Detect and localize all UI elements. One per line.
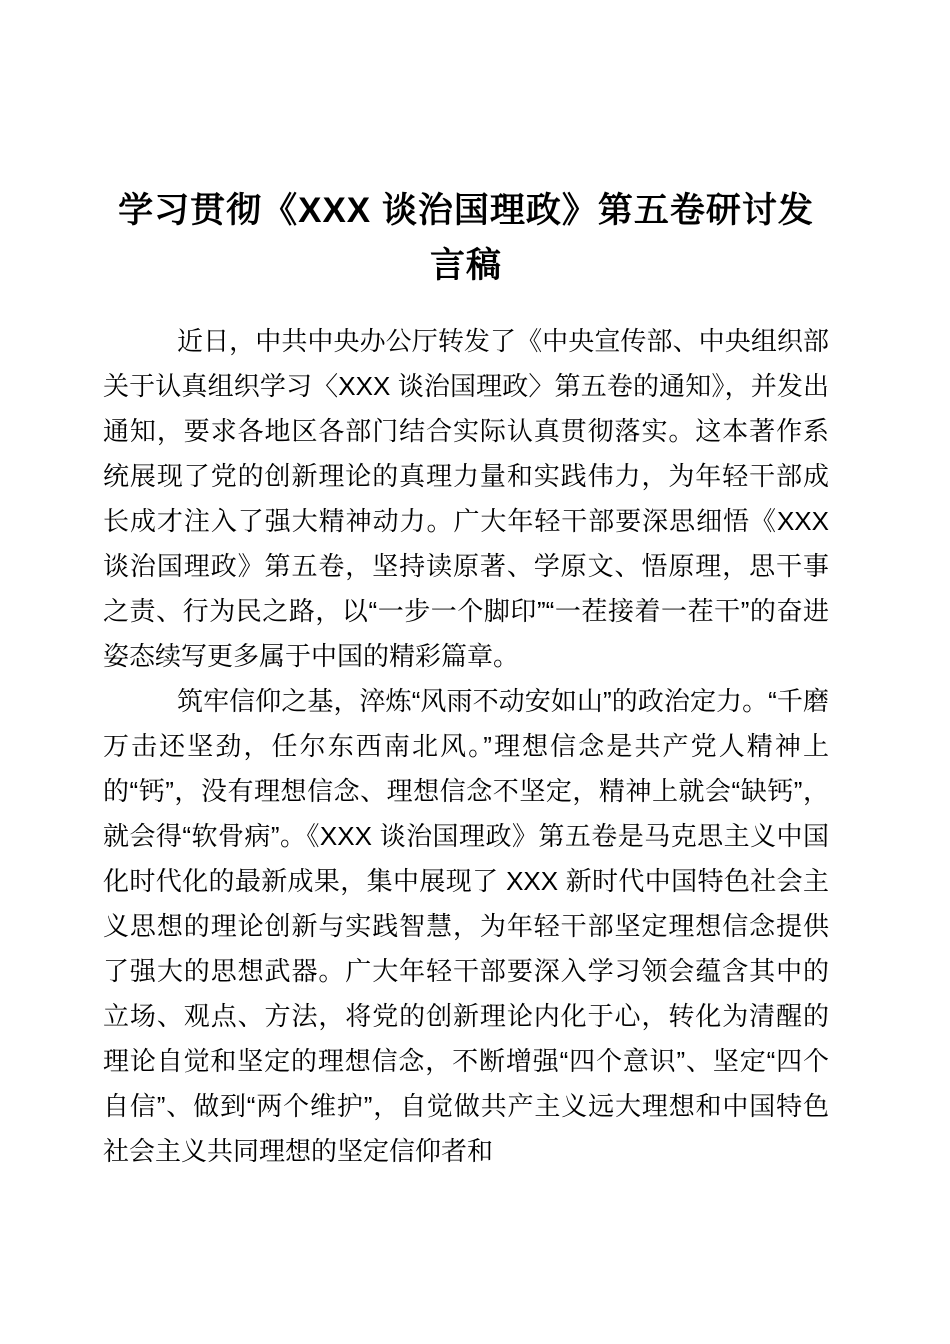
document-title: 学习贯彻《XXX 谈治国理政》第五卷研讨发言稿	[118, 191, 814, 286]
paragraph: 筑牢信仰之基，淬炼“风雨不动安如山”的政治定力。“千磨万击还坚劲，任尔东西南北风。”理想信念是共产党人精神上的“钙”，没有理想信念、理想信念不坚定，精神上就会“缺钙”，就会得“软骨病”。《XXX 谈治国理政》第五卷是马克思主义中国化时代化的最新成果，集中展现了 XXX 新时代中国特色社会主义思想的理论创新与实践智慧，为年轻干部坚定理想信念提供了强大的思想武器。广大年轻干部要深入学习领会蕴含其中的立场、观点、方法，将党的创新理论内化于心，转化为清醒的理论自觉和坚定的理想信念，不断增强“四个意识”、坚定“四个自信”、做到“两个维护”，自觉做共产主义远大理想和中国特色社会主义共同理想的坚定信仰者和	[103, 686, 829, 1166]
paragraph: 近日，中共中央办公厅转发了《中央宣传部、中央组织部关于认真组织学习〈XXX 谈治国理政〉第五卷的通知》，并发出通知，要求各地区各部门结合实际认真贯彻落实。这本著作系统展现了党的创新理论的真理力量和实践伟力，为年轻干部成长成才注入了强大精神动力。广大年轻干部要深思细悟《XXX 谈治国理政》第五卷，坚持读原著、学原文、悟原理，思干事之责、行为民之路，以“一步一个脚印”“一茬接着一茬干”的奋进姿态续写更多属于中国的精彩篇章。	[103, 326, 829, 671]
document-body	[103, 319, 829, 1174]
